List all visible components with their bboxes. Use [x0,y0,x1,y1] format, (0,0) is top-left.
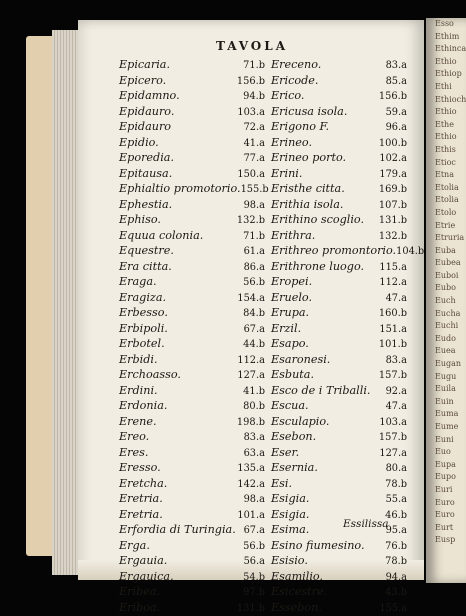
entry-name: Erbipoli. [119,321,168,337]
index-entry [119,321,265,337]
facing-page-fragment: Eusp [435,534,466,547]
entry-name: Era citta. [119,259,172,275]
index-entry [271,88,407,104]
entry-folio: 156.b [379,89,407,105]
index-entry [119,135,265,151]
facing-page-fragment: Eupo [435,471,466,484]
entry-name: Esima. [271,522,309,538]
index-entry [271,104,407,120]
entry-name: Ephestia. [119,197,172,213]
index-entry [271,212,407,228]
entry-folio: 78.b [385,554,407,570]
index-entry [271,166,407,182]
entry-folio: 101.a [237,508,265,524]
entry-name: Erbotel. [119,336,165,352]
entry-name: Ergauia. [119,553,167,569]
entry-name: Erini. [271,166,302,182]
index-entry [271,553,407,569]
entry-name: Eriboa. [119,600,160,616]
entry-folio: 56.b [243,275,265,291]
entry-folio: 127.a [237,368,265,384]
entry-name: Eporedia. [119,150,174,166]
entry-name: Esisio. [271,553,308,569]
entry-name: Erga. [119,538,150,554]
facing-page-fragment: Ethio [435,56,466,69]
entry-name: Eropei. [271,274,312,290]
index-entry [119,57,265,73]
entry-name: Erfordia di Turingia. [119,522,236,538]
entry-folio: 80.b [243,399,265,415]
facing-page-fragment: Eudo [435,333,466,346]
catchword: Essilissa [343,518,389,530]
index-entry [271,259,407,275]
index-entry [119,73,265,89]
entry-name: Esernia. [271,460,318,476]
entry-folio: 156.b [237,74,265,90]
entry-name: Erineo. [271,135,312,151]
index-entry [119,507,265,523]
entry-name: Equua colonia. [119,228,203,244]
index-entry [271,243,407,259]
index-entry [271,274,407,290]
entry-folio: 47.a [386,399,407,415]
facing-page-fragment: Ethe [435,119,466,132]
entry-folio: 71.b [243,58,265,74]
facing-page-fragment: Ethio [435,106,466,119]
index-entry [271,150,407,166]
entry-folio: 131.b [379,213,407,229]
facing-page-fragment: Ethiop [435,68,466,81]
entry-folio: 55.a [386,492,407,508]
index-entry [271,290,407,306]
entry-name: Esigia. [271,491,309,507]
entry-folio: 142.a [237,477,265,493]
entry-folio: 103.a [237,105,265,121]
entry-name: Eresso. [119,460,161,476]
facing-page-fragment: Euba [435,245,466,258]
facing-page-fragment: Etioc [435,157,466,170]
index-entry [119,460,265,476]
index-entry [119,104,265,120]
index-entry [271,119,407,135]
index-entry [271,538,407,554]
index-entry [119,150,265,166]
entry-folio: 104.b [396,244,424,260]
facing-page-fragment: Ethim [435,31,466,44]
index-entry [119,584,265,600]
entry-folio: 94.a [386,570,407,586]
facing-page-fragment: Euin [435,396,466,409]
entry-folio: 67.a [244,523,265,539]
entry-folio: 179.a [379,167,407,183]
index-entry [271,569,407,585]
entry-name: Erithino scoglio. [271,212,364,228]
facing-page-fragment: Euri [435,484,466,497]
entry-folio: 43.b [385,585,407,601]
entry-name: Esamilio. [271,569,323,585]
index-entry [119,414,265,430]
entry-name: Erithia isola. [271,197,343,213]
index-entry [119,274,265,290]
entry-name: Esi. [271,476,292,492]
entry-folio: 56.b [243,539,265,555]
entry-folio: 63.a [244,446,265,462]
entry-name: Essebon. [271,600,322,616]
entry-folio: 132.b [379,229,407,245]
entry-name: Esino fiumesino. [271,538,365,554]
entry-name: Erithra. [271,228,315,244]
index-entry [271,584,407,600]
index-entry [271,135,407,151]
index-column-right [271,57,409,615]
entry-name: Ephialtio promotorio. [119,181,241,197]
entry-folio: 98.a [244,198,265,214]
entry-folio: 41.a [244,136,265,152]
entry-folio: 47.a [386,291,407,307]
entry-name: Ereo. [119,429,149,445]
facing-page-fragment: Euo [435,446,466,459]
index-entry [119,181,265,197]
facing-page-fragment: Eurt [435,522,466,535]
entry-folio: 41.b [243,384,265,400]
entry-name: Esbuta. [271,367,314,383]
index-entry [119,367,265,383]
entry-name: Esapo. [271,336,309,352]
entry-folio: 160.b [379,306,407,322]
index-entry [119,119,265,135]
index-entry [119,569,265,585]
entry-name: Erbidi. [119,352,158,368]
entry-name: Esebon. [271,429,316,445]
facing-page-fragment: Euch [435,295,466,308]
entry-folio: 83.a [386,353,407,369]
entry-name: Eser. [271,445,299,461]
index-entry [119,197,265,213]
entry-folio: 86.a [244,260,265,276]
entry-name: Erdonia. [119,398,167,414]
index-column-left [119,57,287,615]
index-entry [119,166,265,182]
entry-folio: 112.a [237,353,265,369]
entry-folio: 54.b [243,570,265,586]
facing-page-fragment: Eucha [435,308,466,321]
entry-folio: 59.a [386,105,407,121]
entry-name: Epicaria. [119,57,170,73]
index-entry [119,212,265,228]
index-entry [119,600,265,616]
entry-folio: 85.a [386,74,407,90]
facing-page-fragment: Euro [435,509,466,522]
index-entry [119,243,265,259]
entry-name: Esicestre. [271,584,327,600]
facing-page-fragment: Etna [435,169,466,182]
index-entry [271,460,407,476]
facing-page-fragment: Etolia [435,182,466,195]
entry-name: Eretria. [119,507,163,523]
entry-folio: 103.a [379,415,407,431]
facing-page-fragment: Euila [435,383,466,396]
facing-page-fragment: Euni [435,434,466,447]
facing-page-fragment: Eubo [435,282,466,295]
entry-folio: 77.a [244,151,265,167]
facing-page-fragment: Eugan [435,358,466,371]
facing-page-fragment: Etruria [435,232,466,245]
facing-page-fragment: Ethinca [435,43,466,56]
index-entry [271,600,407,616]
entry-folio: 80.a [386,461,407,477]
entry-name: Ericode. [271,73,318,89]
facing-page-fragment: Eume [435,421,466,434]
entry-folio: 100.b [379,136,407,152]
entry-name: Erene. [119,414,157,430]
entry-folio: 101.b [379,337,407,353]
index-entry [119,522,265,538]
entry-name: Ephiso. [119,212,161,228]
entry-name: Eretcha. [119,476,167,492]
index-entry [119,290,265,306]
facing-page-fragment: Etrie [435,220,466,233]
entry-name: Epidauro [119,119,171,135]
entry-folio: 155.a [379,601,407,616]
entry-name: Erupa. [271,305,309,321]
index-entry [271,336,407,352]
entry-name: Esaronesi. [271,352,330,368]
facing-page-fragment: Euboi [435,270,466,283]
index-entry [119,538,265,554]
index-entry [119,383,265,399]
entry-folio: 112.a [379,275,407,291]
index-entry [271,476,407,492]
page-title: TAVOLA [216,39,288,53]
index-entry [271,383,407,399]
entry-folio: 132.b [237,213,265,229]
entry-folio: 83.a [386,58,407,74]
entry-name: Epidamno. [119,88,180,104]
entry-folio: 97.b [243,585,265,601]
entry-folio: 44.b [243,337,265,353]
facing-page-fragment: Etolo [435,207,466,220]
entry-folio: 67.a [244,322,265,338]
entry-name: Erbesso. [119,305,168,321]
index-entry [119,259,265,275]
entry-name: Erico. [271,88,304,104]
index-entry [119,228,265,244]
index-entry [119,491,265,507]
entry-name: Erchoasso. [119,367,181,383]
index-entry [119,336,265,352]
index-entry [271,305,407,321]
index-entry [271,57,407,73]
index-entry [119,398,265,414]
facing-page-fragment: Ethio [435,131,466,144]
facing-page-fragment: Etolia [435,194,466,207]
entry-name: Ergauica. [119,569,174,585]
facing-page-fragment: Euea [435,345,466,358]
index-entry [119,445,265,461]
entry-folio: 83.a [244,430,265,446]
entry-name: Escua. [271,398,309,414]
facing-page-fragment: Ethis [435,144,466,157]
entry-name: Epidio. [119,135,159,151]
index-entry [119,305,265,321]
entry-folio: 107.b [379,198,407,214]
facing-page-fragment: Euro [435,497,466,510]
entry-name: Eragiza. [119,290,166,306]
entry-folio: 95.a [386,523,407,539]
facing-page-fragment: Eugu [435,371,466,384]
entry-name: Eraga. [119,274,157,290]
entry-folio: 56.a [244,554,265,570]
index-entry [271,181,407,197]
entry-folio: 76.b [385,539,407,555]
entry-name: Erithreo promontorio. [271,243,396,259]
entry-name: Epidauro. [119,104,174,120]
facing-page-fragment: Ethioch [435,94,466,107]
entry-name: Erzil. [271,321,301,337]
index-entry [119,352,265,368]
entry-folio: 96.a [386,120,407,136]
entry-name: Esco de i Triballi. [271,383,370,399]
entry-name: Erdini. [119,383,158,399]
entry-folio: 78.b [385,477,407,493]
entry-name: Epicero. [119,73,166,89]
entry-folio: 98.a [244,492,265,508]
facing-page-fragment: Esso [435,18,466,31]
index-entry [271,398,407,414]
index-entry [119,429,265,445]
entry-name: Erithrone luogo. [271,259,364,275]
entry-folio: 198.b [237,415,265,431]
entry-folio: 127.a [379,446,407,462]
index-entry [271,197,407,213]
entry-folio: 150.a [237,167,265,183]
entry-folio: 169.b [379,182,407,198]
entry-name: Erigono F. [271,119,329,135]
entry-name: Epitausa. [119,166,172,182]
entry-name: Eribea. [119,584,160,600]
entry-name: Eretria. [119,491,163,507]
entry-folio: 71.b [243,229,265,245]
entry-name: Esculapio. [271,414,329,430]
index-entry [271,73,407,89]
entry-name: Erineo porto. [271,150,346,166]
index-entry [119,88,265,104]
index-entry [119,476,265,492]
index-entry [271,491,407,507]
index-entry [119,553,265,569]
entry-folio: 46.b [385,508,407,524]
entry-folio: 102.a [379,151,407,167]
entry-folio: 131.b [237,601,265,616]
index-entry [271,429,407,445]
index-entry [271,321,407,337]
entry-folio: 157.b [379,430,407,446]
index-entry [271,228,407,244]
entry-name: Eruelo. [271,290,312,306]
entry-folio: 155.b [241,182,269,198]
index-entry [271,445,407,461]
entry-name: Eristhe citta. [271,181,345,197]
facing-page-fragment: Euma [435,408,466,421]
facing-page [426,18,466,583]
facing-page-fragment: Eupa [435,459,466,472]
index-entry [271,352,407,368]
entry-folio: 94.b [243,89,265,105]
entry-folio: 72.a [244,120,265,136]
index-entry [271,414,407,430]
entry-name: Esigia. [271,507,309,523]
facing-page-fragment: Eubea [435,257,466,270]
entry-name: Eres. [119,445,148,461]
entry-folio: 92.a [386,384,407,400]
facing-page-fragment: Ethi [435,81,466,94]
entry-folio: 157.b [379,368,407,384]
entry-name: Ereceno. [271,57,321,73]
entry-folio: 61.a [244,244,265,260]
entry-folio: 151.a [379,322,407,338]
entry-folio: 115.a [379,260,407,276]
entry-folio: 84.b [243,306,265,322]
entry-name: Ericusa isola. [271,104,347,120]
entry-folio: 135.a [237,461,265,477]
entry-folio: 154.a [237,291,265,307]
index-entry [271,367,407,383]
entry-name: Equestre. [119,243,174,259]
facing-page-fragment: Euchi [435,320,466,333]
